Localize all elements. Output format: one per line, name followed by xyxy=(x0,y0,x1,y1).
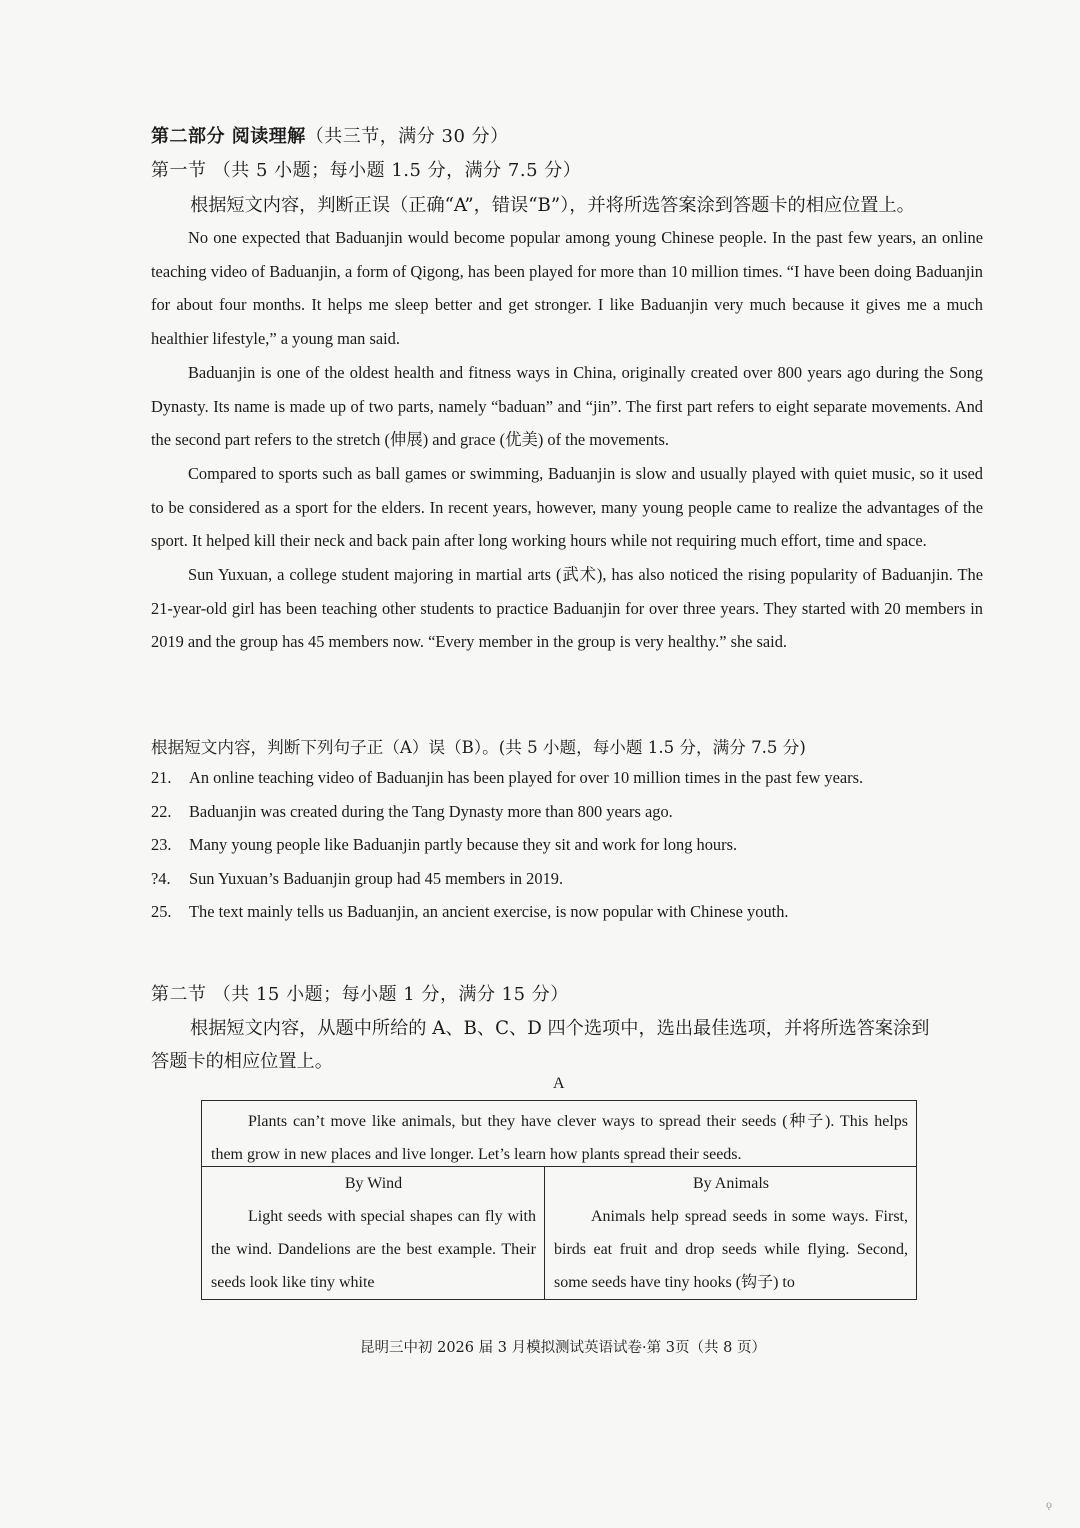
table-column-wind xyxy=(202,1167,545,1300)
column-body-animals: Animals help spread seeds in some ways. First, birds eat fruit and drop seeds while flying. Second, some seeds have tiny hooks (钩子) to xyxy=(554,1208,908,1291)
question-25 xyxy=(151,902,789,922)
question-instruction: 根据短文内容，判断下列句子正（A）误（B）。(共 5 小题，每小题 1.5 分，满分 7.5 分) xyxy=(151,738,806,757)
table-column-animals xyxy=(545,1167,916,1300)
table-intro: Plants can’t move like animals, but they have clever ways to spread their seeds (种子). This helps them grow in new places and live longer. Let’s learn how plants spread their seeds. xyxy=(202,1101,916,1167)
column-title-animals: By Animals xyxy=(692,1175,769,1192)
question-21 xyxy=(151,768,863,788)
question-number: 21. xyxy=(151,768,172,787)
question-text: The text mainly tells us Baduanjin, an ancient exercise, is now popular with Chinese youth. xyxy=(189,902,789,921)
part-heading-rest: （共三节，满分 30 分） xyxy=(305,126,509,147)
question-number: ?4. xyxy=(151,869,171,888)
question-number: 22. xyxy=(151,802,172,821)
question-text: Sun Yuxuan’s Baduanjin group had 45 members in 2019. xyxy=(189,869,564,888)
question-text: Many young people like Baduanjin partly because they sit and work for long hours. xyxy=(189,835,738,854)
corner-mark: ǫ xyxy=(1046,1500,1053,1511)
column-body-wind: Light seeds with special shapes can fly with the wind. Dandelions are the best example. Their seeds look like tiny white xyxy=(211,1208,536,1291)
question-22 xyxy=(151,802,673,822)
passage-paragraph-2: Baduanjin is one of the oldest health and fitness ways in China, originally created over 800 years ago during the Song Dynasty. Its name is made up of two parts, namely “baduan” and “jin”. The first part refers to eight separate movements. And the second part refers to the stretch (伸展) and grace (优美) of the movements. xyxy=(151,362,983,450)
question-24 xyxy=(151,869,563,889)
section2-heading: 第二节 （共 15 小题；每小题 1 分，满分 15 分） xyxy=(151,984,569,1005)
passage-label: A xyxy=(553,1075,565,1092)
part-heading-bold: 第二部分 阅读理解 xyxy=(151,126,306,147)
part-heading xyxy=(151,122,509,148)
section2-instruction-line1: 根据短文内容，从题中所给的 A、B、C、D 四个选项中，选出最佳选项，并将所选答案涂到 xyxy=(190,1018,930,1039)
passage-paragraph-1: No one expected that Baduanjin would become popular among young Chinese people. In the past few years, an online teaching video of Baduanjin, a form of Qigong, has been played for more than 10 million times. “I have been doing Baduanjin for about four months. It helps me sleep better and get stronger. I like Baduanjin very much because it gives me a much healthier lifestyle,” a young man said. xyxy=(151,228,983,349)
question-text: An online teaching video of Baduanjin has been played for over 10 million times in the past few years. xyxy=(189,768,864,787)
passage-paragraph-3: Compared to sports such as ball games or swimming, Baduanjin is slow and usually played with quiet music, so it used to be considered as a sport for the elders. In recent years, however, many young people came to realize the advantages of the sport. It helped kill their neck and back pain after long working hours while not requiring much effort, time and space. xyxy=(151,463,983,551)
seed-table xyxy=(201,1100,917,1300)
section2-instruction-line2: 答题卡的相应位置上。 xyxy=(151,1051,333,1072)
section1-instruction: 根据短文内容，判断正误（正确“A”，错误“B”），并将所选答案涂到答题卡的相应位置上。 xyxy=(190,195,915,216)
question-text: Baduanjin was created during the Tang Dynasty more than 800 years ago. xyxy=(189,802,673,821)
column-title-wind: By Wind xyxy=(344,1175,403,1192)
question-number: 25. xyxy=(151,902,172,921)
page-footer: 昆明三中初 2026 届 3 月模拟测试英语试卷·第 3页（共 8 页） xyxy=(360,1340,766,1356)
passage xyxy=(151,221,983,659)
passage-paragraph-4: Sun Yuxuan, a college student majoring in martial arts (武术), has also noticed the rising popularity of Baduanjin. The 21-year-old girl has been teaching other students to practice Baduanjin for over three years. They started with 20 members in 2019 and the group has 45 members now. “Every member in the group is very healthy.” she said. xyxy=(151,565,983,652)
section1-heading: 第一节 （共 5 小题；每小题 1.5 分，满分 7.5 分） xyxy=(151,160,582,181)
question-number: 23. xyxy=(151,835,172,854)
question-23 xyxy=(151,835,737,855)
